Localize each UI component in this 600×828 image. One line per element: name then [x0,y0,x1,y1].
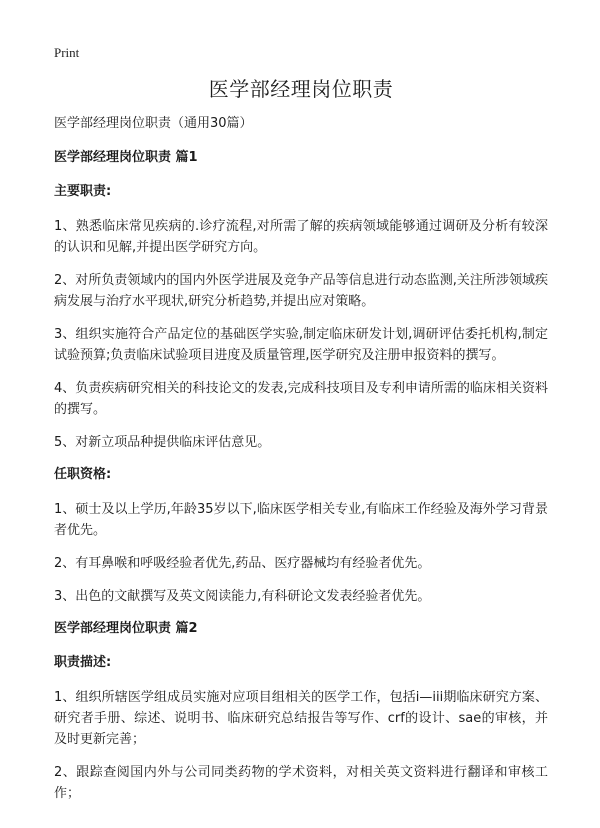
article-2-heading: 医学部经理岗位职责 篇2 [54,621,198,636]
article-1-duties-heading: 主要职责: [54,184,112,199]
document-title: 医学部经理岗位职责 [208,77,394,101]
article-1-duty-4: 4、负责疾病研究相关的科技论文的发表,完成科技项目及专利申请所需的临床相关资料的撰写。 [54,381,548,417]
article-1-duty-2: 2、对所负责领域内的国内外医学进展及竞争产品等信息进行动态监测,关注所涉领域疾病发展与治疗水平现状,研究分析趋势,并提出应对策略。 [54,273,548,309]
article-2-duties-heading: 职责描述: [54,655,112,670]
print-label: Print [54,45,80,60]
article-2-duty-2: 2、跟踪查阅国内外与公司同类药物的学术资料，对相关英文资料进行翻译和审核工作； [54,765,548,801]
article-2-duty-1: 1、组织所辖医学组成员实施对应项目组相关的医学工作，包括i—iii期临床研究方案、研究者手册、综述、说明书、临床研究总结报告等写作、crf的设计、sae的审核，并及时更新完善； [54,690,548,747]
article-1-qualification-3: 3、出色的文献撰写及英文阅读能力,有科研论文发表经验者优先。 [54,589,431,604]
article-1-qualification-2: 2、有耳鼻喉和呼吸经验者优先,药品、医疗器械均有经验者优先。 [54,556,431,571]
article-1-duty-5: 5、对新立项品种提供临床评估意见。 [54,435,271,450]
document-subtitle: 医学部经理岗位职责（通用30篇） [54,116,253,131]
article-1-heading: 医学部经理岗位职责 篇1 [54,150,198,165]
article-1-qualifications-heading: 任职资格: [54,467,112,482]
article-1-duty-3: 3、组织实施符合产品定位的基础医学实验,制定临床研发计划,调研评估委托机构,制定试验预算;负责临床试验项目进度及质量管理,医学研究及注册申报资料的撰写。 [54,327,548,363]
article-1-qualification-1: 1、硕士及以上学历,年龄35岁以下,临床医学相关专业,有临床工作经验及海外学习背景者优先。 [54,502,548,538]
article-1-duty-1: 1、熟悉临床常见疾病的.诊疗流程,对所需了解的疾病领域能够通过调研及分析有较深的认识和见解,并提出医学研究方向。 [54,219,548,255]
